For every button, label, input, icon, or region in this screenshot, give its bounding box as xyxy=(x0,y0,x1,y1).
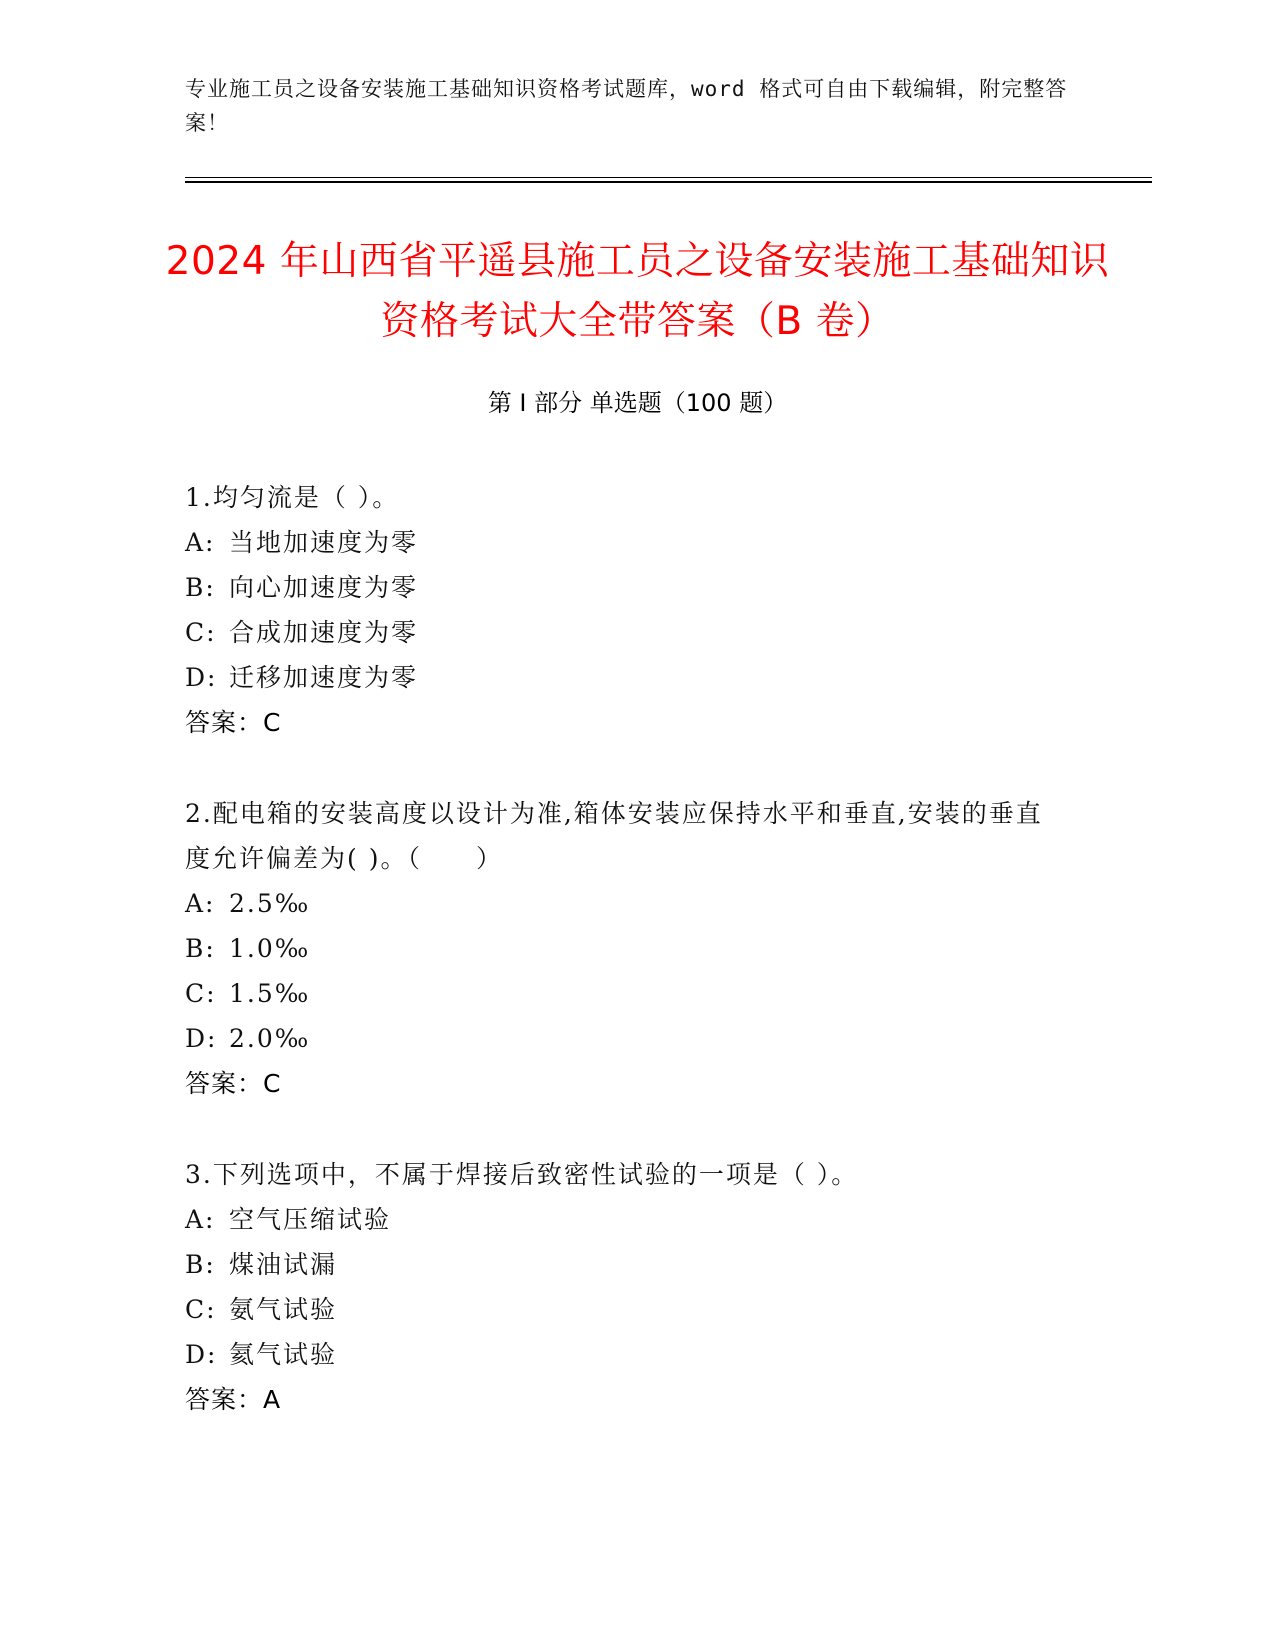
option-c xyxy=(185,1287,1065,1332)
option-letter: B: xyxy=(185,934,216,963)
option-text: 迁移加速度为零 xyxy=(229,663,419,692)
option-a xyxy=(185,520,1065,565)
question-1 xyxy=(185,475,1065,745)
option-letter: B: xyxy=(185,1250,216,1279)
question-stem: 2.配电箱的安装高度以设计为准,箱体安装应保持水平和垂直,安装的垂直度允许偏差为( )。（ ） xyxy=(185,799,1043,873)
option-a xyxy=(185,1197,1065,1242)
option-b xyxy=(185,926,1065,971)
option-text: 1.5‰ xyxy=(229,979,311,1008)
question-3 xyxy=(185,1152,1065,1422)
option-c xyxy=(185,971,1065,1016)
option-text: 2.0‰ xyxy=(229,1024,311,1053)
option-text: 合成加速度为零 xyxy=(229,618,419,647)
option-letter: D: xyxy=(185,663,218,692)
option-a xyxy=(185,881,1065,926)
option-b xyxy=(185,565,1065,610)
answer: 答案：C xyxy=(185,708,282,737)
header-divider-thin xyxy=(185,177,1152,178)
answer: 答案：A xyxy=(185,1385,282,1414)
option-text: 氨气试验 xyxy=(229,1295,338,1324)
option-text: 煤油试漏 xyxy=(229,1250,338,1279)
option-c xyxy=(185,610,1065,655)
option-text: 氦气试验 xyxy=(229,1340,338,1369)
option-d xyxy=(185,1016,1065,1061)
option-letter: D: xyxy=(185,1024,218,1053)
option-letter: C: xyxy=(185,1295,217,1324)
answer: 答案：C xyxy=(185,1069,282,1098)
option-d xyxy=(185,1332,1065,1377)
option-text: 1.0‰ xyxy=(229,934,311,963)
option-letter: A: xyxy=(185,528,216,557)
option-letter: A: xyxy=(185,889,216,918)
section-heading: 第 I 部分 单选题（100 题） xyxy=(487,389,788,417)
option-text: 向心加速度为零 xyxy=(229,573,419,602)
document-title: 2024 年山西省平遥县施工员之设备安装施工基础知识资格考试大全带答案（B 卷） xyxy=(165,239,1110,344)
option-letter: C: xyxy=(185,618,217,647)
header-divider-thick xyxy=(185,181,1152,183)
question-2 xyxy=(185,791,1065,1106)
option-letter: D: xyxy=(185,1340,218,1369)
option-b xyxy=(185,1242,1065,1287)
question-stem: 1.均匀流是（ ）。 xyxy=(185,483,400,512)
question-stem: 3.下列选项中，不属于焊接后致密性试验的一项是（ ）。 xyxy=(185,1160,859,1189)
option-d xyxy=(185,655,1065,700)
header-note: 专业施工员之设备安装施工基础知识资格考试题库，word 格式可自由下载编辑，附完整答案！ xyxy=(185,77,1068,135)
option-letter: B: xyxy=(185,573,216,602)
option-text: 当地加速度为零 xyxy=(229,528,419,557)
option-text: 空气压缩试验 xyxy=(229,1205,392,1234)
option-text: 2.5‰ xyxy=(229,889,311,918)
question-list xyxy=(185,475,1065,1468)
option-letter: C: xyxy=(185,979,217,1008)
option-letter: A: xyxy=(185,1205,216,1234)
